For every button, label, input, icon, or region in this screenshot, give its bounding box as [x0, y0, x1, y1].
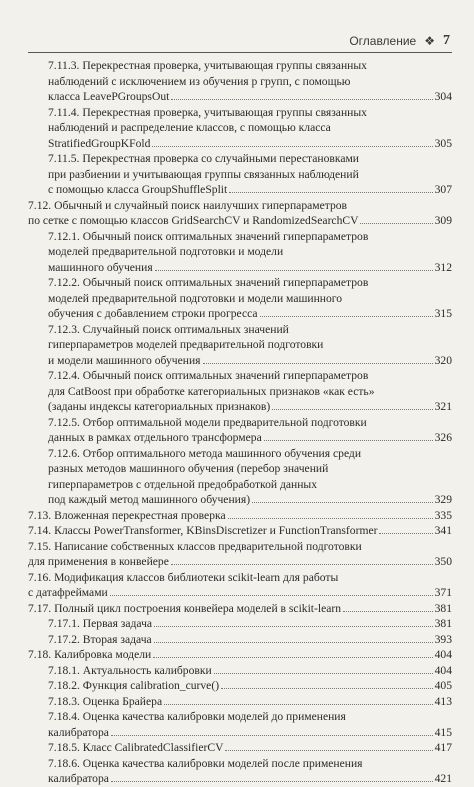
- toc-entry-line: данных в рамках отдельного трансформера: [48, 431, 262, 444]
- toc-entry-line: моделей предварительной подготовки и модели машинного: [48, 291, 343, 305]
- toc-entry[interactable]: [28, 415, 452, 446]
- section-title: Оглавление: [349, 34, 417, 48]
- toc-page-number: 307: [434, 183, 452, 196]
- toc-entry-line: 7.16. Модификация классов библиотеки scikit-learn для работы: [28, 570, 339, 584]
- toc-entry-line: 7.15. Написание собственных классов предварительной подготовки: [28, 539, 362, 553]
- toc-page-number: 417: [434, 741, 452, 754]
- toc-entry-line: 7.12.6. Отбор оптимального метода машинного обучения среди: [48, 446, 362, 460]
- dot-leader: [111, 781, 433, 782]
- toc-page-number: 315: [434, 307, 452, 320]
- header-rule: [28, 52, 452, 53]
- toc-entry-line: калибратора: [48, 772, 109, 785]
- toc-entry-line: 7.18. Калибровка модели: [28, 648, 152, 661]
- toc-entry-line: гиперпараметров моделей предварительной подготовки: [48, 338, 324, 351]
- toc-entry-line: 7.13. Вложенная перекрестная проверка: [28, 508, 226, 522]
- dot-leader: [252, 502, 433, 503]
- toc-page-number: 305: [434, 136, 452, 150]
- toc-page-number: 393: [434, 632, 452, 646]
- toc-entry[interactable]: [28, 105, 452, 152]
- toc-entry-line: машинного обучения: [48, 260, 153, 274]
- dot-leader: [153, 657, 432, 658]
- toc-entry-line: 7.11.4. Перекрестная проверка, учитывающая группы связанных: [48, 105, 367, 119]
- toc-page-number: 304: [434, 90, 452, 103]
- dot-leader: [360, 223, 432, 224]
- toc-page-number: 405: [434, 679, 452, 692]
- dot-leader: [228, 518, 433, 519]
- toc-page-number: 404: [434, 663, 452, 677]
- toc-entry[interactable]: [28, 151, 452, 198]
- toc-entry-line: 7.12.5. Отбор оптимальной модели предварительной подготовки: [48, 415, 367, 429]
- toc-entry-line: 7.12.3. Случайный поиск оптимальных значений: [48, 322, 289, 336]
- toc-entry-line: 7.11.5. Перекрестная проверка со случайными перестановками: [48, 152, 360, 165]
- toc-entry[interactable]: [28, 198, 452, 229]
- toc-entry-line: 7.12.4. Обычный поиск оптимальных значений гиперпараметров: [48, 369, 369, 382]
- toc-entry-line: класса LeavePGroupsOut: [48, 90, 170, 103]
- toc-entry-line: с помощью класса GroupShuffleSplit: [48, 183, 228, 196]
- toc-entry[interactable]: [28, 446, 452, 508]
- toc-entry[interactable]: [28, 678, 452, 694]
- toc-entry[interactable]: [28, 740, 452, 756]
- toc-entry[interactable]: [28, 663, 452, 679]
- dot-leader: [203, 363, 433, 364]
- toc-entry-line: обучения с добавлением строки прогресса: [48, 307, 258, 320]
- dot-leader: [111, 735, 433, 736]
- toc-page-number: 335: [434, 508, 452, 522]
- toc-entry-line: для CatBoost при обработке категориальных признаков «как есть»: [48, 384, 375, 398]
- dot-leader: [379, 533, 432, 534]
- page-number: 7: [443, 33, 450, 48]
- toc-entry[interactable]: [28, 570, 452, 601]
- dot-leader: [155, 270, 433, 271]
- dot-leader: [225, 750, 432, 751]
- toc-entry-line: гиперпараметров с отдельной предобработкой данных: [48, 477, 318, 491]
- dot-leader: [221, 688, 433, 689]
- dot-leader: [154, 626, 433, 627]
- dot-leader: [343, 611, 433, 612]
- toc-entry[interactable]: [28, 647, 452, 663]
- toc-entry-line: разных методов машинного обучения (перебор значений: [48, 462, 329, 475]
- toc-page-number: 326: [434, 431, 452, 444]
- dot-leader: [152, 146, 432, 147]
- toc-entry-line: наблюдений и распределение классов, с помощью класса: [48, 121, 331, 134]
- toc-entry-line: для применения в конвейере: [28, 555, 169, 568]
- toc-page-number: 312: [434, 260, 452, 274]
- toc-entry-line: наблюдений с исключением из обучения p групп, с помощью: [48, 74, 351, 88]
- dot-leader: [154, 642, 433, 643]
- toc-entry[interactable]: [28, 322, 452, 369]
- toc-entry[interactable]: [28, 756, 452, 787]
- toc-entry-line: 7.12.2. Обычный поиск оптимальных значений гиперпараметров: [48, 276, 369, 289]
- ornament-icon: ❖: [424, 34, 435, 48]
- toc-entry[interactable]: [28, 508, 452, 524]
- toc-entry[interactable]: [28, 275, 452, 322]
- toc-entry-line: и модели машинного обучения: [48, 353, 201, 367]
- toc-entry-line: 7.17.2. Вторая задача: [48, 632, 152, 646]
- toc-entry-line: StratifiedGroupKFold: [48, 136, 151, 150]
- toc-page-number: 415: [434, 725, 452, 739]
- toc-entry-line: моделей предварительной подготовки и модели: [48, 245, 284, 258]
- toc-entry-line: 7.14. Классы PowerTransformer, KBinsDiscretizer и FunctionTransformer: [28, 524, 378, 537]
- toc-page-number: 350: [434, 555, 452, 568]
- toc-page-number: 421: [434, 772, 452, 785]
- toc-entry-line: 7.18.1. Актуальность калибровки: [48, 663, 212, 677]
- toc-entry[interactable]: [28, 523, 452, 539]
- running-header: [349, 33, 450, 49]
- toc-entry[interactable]: [28, 709, 452, 740]
- toc-entry-line: 7.17. Полный цикл построения конвейера моделей в scikit-learn: [28, 601, 342, 615]
- table-of-contents: [28, 58, 452, 787]
- dot-leader: [171, 564, 433, 565]
- toc-entry-line: 7.18.2. Функция calibration_curve(): [48, 679, 220, 692]
- dot-leader: [264, 440, 433, 441]
- toc-entry-line: с датафреймами: [28, 586, 108, 599]
- toc-page-number: 371: [434, 586, 452, 599]
- dot-leader: [214, 673, 433, 674]
- toc-entry[interactable]: [28, 632, 452, 648]
- dot-leader: [171, 99, 432, 100]
- toc-entry-line: 7.17.1. Первая задача: [48, 617, 153, 630]
- toc-entry-line: 7.18.3. Оценка Брайера: [48, 694, 163, 708]
- toc-entry-line: 7.12. Обычный и случайный поиск наилучших гиперпараметров: [28, 198, 348, 212]
- toc-entry-line: 7.18.5. Класс CalibratedClassifierCV: [48, 741, 224, 754]
- toc-entry[interactable]: [28, 539, 452, 570]
- toc-page-number: 381: [434, 601, 452, 615]
- toc-entry[interactable]: [28, 616, 452, 632]
- toc-page-number: 321: [434, 400, 452, 413]
- toc-page-number: 320: [434, 353, 452, 367]
- dot-leader: [164, 704, 433, 705]
- dot-leader: [272, 409, 432, 410]
- toc-entry-line: калибратора: [48, 725, 109, 739]
- toc-entry-line: 7.18.6. Оценка качества калибровки моделей после применения: [48, 756, 363, 770]
- toc-entry[interactable]: [28, 368, 452, 415]
- toc-page-number: 381: [434, 617, 452, 630]
- toc-page-number: 309: [434, 214, 452, 227]
- toc-entry-line: под каждый метод машинного обучения): [48, 493, 251, 506]
- toc-entry-line: 7.11.3. Перекрестная проверка, учитывающая группы связанных: [48, 59, 367, 72]
- toc-page-number: 329: [434, 493, 452, 506]
- dot-leader: [260, 316, 433, 317]
- toc-entry-line: 7.18.4. Оценка качества калибровки моделей до применения: [48, 710, 346, 723]
- toc-page-number: 413: [434, 694, 452, 708]
- toc-entry[interactable]: [28, 58, 452, 105]
- dot-leader: [229, 192, 432, 193]
- dot-leader: [110, 595, 433, 596]
- toc-page-number: 341: [434, 524, 452, 537]
- toc-entry-line: 7.12.1. Обычный поиск оптимальных значений гиперпараметров: [48, 229, 369, 243]
- toc-entry-line: при разбиении и учитывающая группы связанных наблюдений: [48, 167, 359, 181]
- toc-entry[interactable]: [28, 229, 452, 276]
- toc-entry-line: по сетке с помощью классов GridSearchCV и RandomizedSearchCV: [28, 214, 359, 227]
- toc-entry[interactable]: [28, 694, 452, 710]
- toc-page-number: 404: [434, 648, 452, 661]
- toc-entry[interactable]: [28, 601, 452, 617]
- toc-entry-line: (заданы индексы категориальных признаков): [48, 400, 271, 413]
